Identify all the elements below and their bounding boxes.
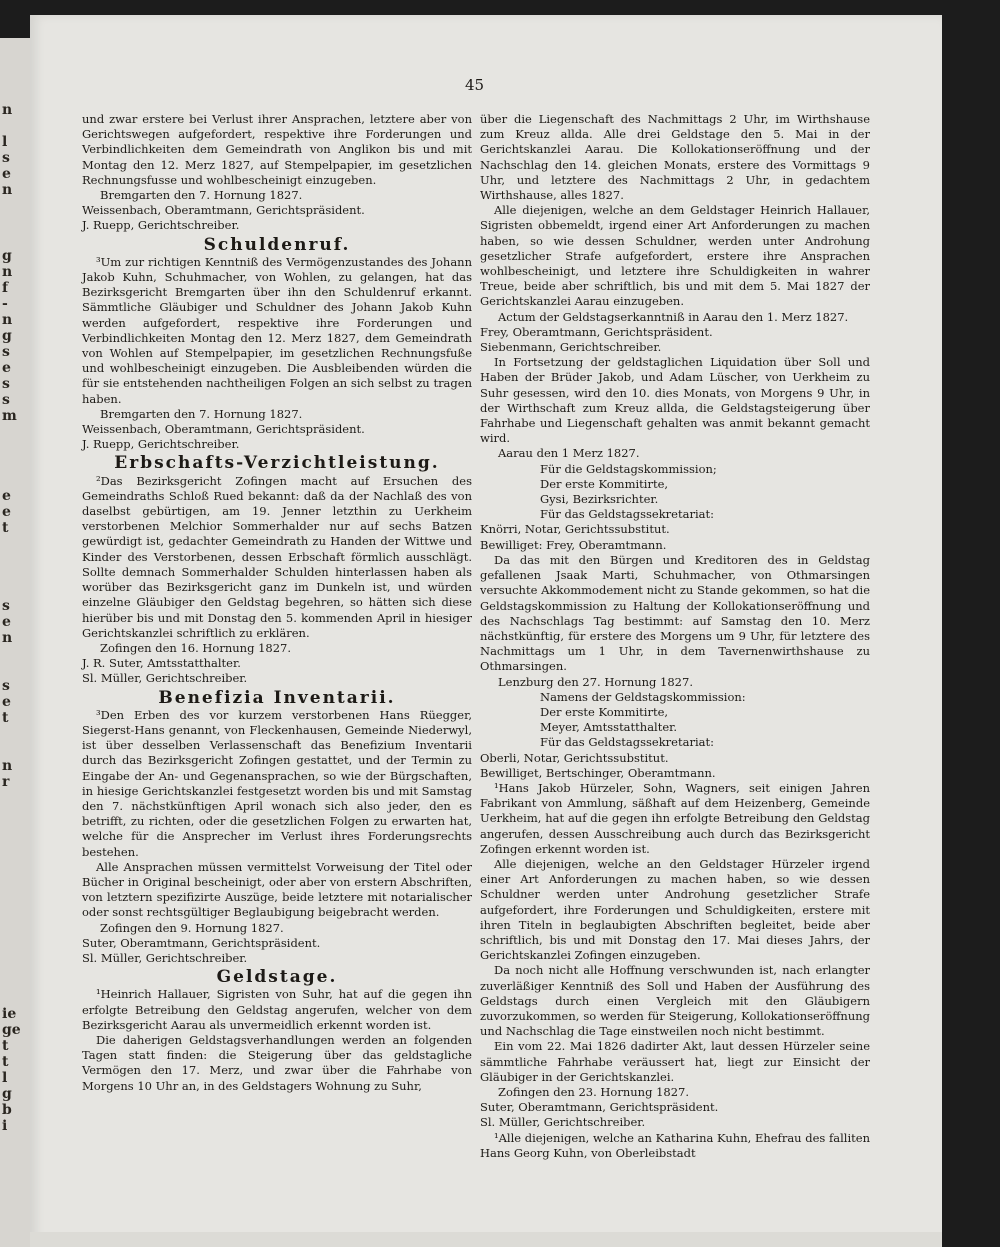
notice-signature: Suter, Oberamtmann, Gerichtspräsident. xyxy=(82,935,321,950)
prev-fragment: g xyxy=(2,248,12,264)
notice-signature: Gysi, Bezirksrichter. xyxy=(540,492,659,507)
notice-signature: Der erste Kommitirte, xyxy=(540,704,669,719)
prev-fragment: e xyxy=(2,694,11,710)
notice-paragraph: ¹Heinrich Hallauer, Sigristen von Suhr, hat auf die gegen ihn erfolgte Betreibung den Geldstag angerufen, welcher von dem Bezirksgericht Aarau als unvermeidlich erkennt worden ist. xyxy=(82,987,472,1032)
notice-paragraph: Ein vom 22. Mai 1826 dadirter Akt, laut dessen Hürzeler seine sämmtliche Fahrhabe veräussert hat, liegt zur Einsicht der Gläubiger in der Gerichtskanzlei. xyxy=(480,1039,870,1084)
prev-fragment: s xyxy=(2,678,10,694)
notice-signature: J. R. Suter, Amtsstatthalter. xyxy=(82,656,241,671)
prev-fragment: e xyxy=(2,166,11,182)
notice-signature: Frey, Oberamtmann, Gerichtspräsident. xyxy=(480,324,713,339)
notice-signature: Siebenmann, Gerichtschreiber. xyxy=(480,340,662,355)
notice-signature: Für die Geldstagskommission; xyxy=(540,461,717,476)
notice-paragraph: und zwar erstere bei Verlust ihrer Ansprachen, letztere aber von Gerichtswegen aufgefordert, respektive ihre Forderungen und Verbindlichkeiten dem Gemeindrath von Anglikon bis und mit Montag den 12. Merz 1827, auf Stempelpapier, im gesetzlichen Rechnungsfusse und wohlbescheinigt einzugeben. xyxy=(82,112,472,187)
notice-date: Actum der Geldstagserkanntniß in Aarau den 1. Merz 1827. xyxy=(498,309,849,324)
prev-fragment: g xyxy=(2,328,12,344)
prev-fragment: s xyxy=(2,392,10,408)
notice-paragraph: ³Um zur richtigen Kenntniß des Vermögenzustandes des Johann Jakob Kuhn, Schuhmacher, von Wohlen, zu gelangen, hat das Bezirksgericht Bremgarten über ihn den Schuldenruf erkannt. Sämmtliche Gläubiger und Schuldner des Johann Jakob Kuhn werden aufgefordert, respektive ihre Forderungen und Verbindlichkeiten Montag den 12. Merz 1827, dem Gemeindrath von Wohlen auf Stempelpapier, im gesetzlichen Rechnungsfuße und wohlbescheinigt einzugeben. Die Ausbleibenden würden die für sie entstehenden nachtheiligen Folgen an sich selbst zu tragen haben. xyxy=(82,254,472,406)
prev-fragment: f xyxy=(2,280,9,296)
prev-fragment: n xyxy=(2,182,13,198)
notice-signature: Namens der Geldstagskommission: xyxy=(540,689,746,704)
right-column xyxy=(480,112,870,1161)
notice-date: Bremgarten den 7. Hornung 1827. xyxy=(100,188,303,203)
notice-paragraph: ¹Alle diejenigen, welche an Katharina Kuhn, Ehefrau des falliten Hans Georg Kuhn, von Oberleibstadt xyxy=(480,1130,870,1160)
notice-signature: Für das Geldstagssekretariat: xyxy=(540,507,714,522)
notice-paragraph: In Fortsetzung der geldstaglichen Liquidation über Soll und Haben der Brüder Jakob, und Adam Lüscher, von Uerkheim zu Suhr gesessen, wird den 10. dies Monats, von Morgens 9 Uhr, in der Wirthschaft zum Kreuz allda, die Geldstagsteigerung über Fahrhabe und Liegenschaft gehalten was anmit bekannt gemacht wird. xyxy=(480,355,870,446)
prev-fragment: t xyxy=(2,520,9,536)
prev-fragment: e xyxy=(2,614,11,630)
left-column xyxy=(82,112,472,1094)
notice-paragraph: ¹Hans Jakob Hürzeler, Sohn, Wagners, seit einigen Jahren Fabrikant von Ammlung, säßhaft auf dem Heizenberg, Gemeinde Uerkheim, hat auf die gegen ihn erfolgte Betreibung den Geldstag angerufen, dessen Ausschreibung auch durch das Bezirksgericht Zofingen erkennt worden ist. xyxy=(480,780,870,856)
prev-fragment: t xyxy=(2,1054,9,1070)
notice-paragraph: Alle diejenigen, welche an dem Geldstager Heinrich Hallauer, Sigristen obbemeldt, irgend einer Art Anforderungen zu machen haben, so wie dessen Schuldner, werden unter Androhung gesetzlicher Strafe aufgefordert, erstere ihre Ansprachen wohlbescheinigt, und letztere ihre Schuldigkeiten in wahrer Treue, beide aber schriftlich, bis und mit dem 5. Mai 1827 der Gerichtskanzlei Aarau einzugeben. xyxy=(480,203,870,309)
notice-date: Zofingen den 16. Hornung 1827. xyxy=(100,640,292,655)
notice-date: Aarau den 1 Merz 1827. xyxy=(498,446,640,461)
notice-paragraph: über die Liegenschaft des Nachmittags 2 Uhr, im Wirthshause zum Kreuz allda. Alle drei Geldstage den 5. Mai in der Gerichtskanzlei Aarau. Die Kollokationseröffnung und der Nachschlag den 14. gleichen Monats, erstere des Vormittags 9 Uhr, und letztere des Nachmittags 2 Uhr, in gedachtem Wirthshause, alles 1827. xyxy=(480,112,870,203)
notice-paragraph: ³Den Erben des vor kurzem verstorbenen Hans Rüegger, Siegerst-Hans genannt, von Fleckenhausen, Gemeinde Niederwyl, ist über desselben Verlassenschaft das Benefizium Inventarii durch das Bezirksgericht Zofingen gestattet, und der Termin zu Eingabe der An- und Gegenansprachen, so wie der Bürgschaften, in hiesige Gerichtskanzlei festgesetzt worden bis und mit Samstag den 7. nächstkünftigen April wonach sich also jeder, den es betrifft, zu richten, oder die gesetzlichen Folgen zu erwarten hat, welche für die Ansprecher im Verlust ihres Forderungsrechts bestehen. xyxy=(82,707,472,859)
notice-signature: Weissenbach, Oberamtmann, Gerichtspräsident. xyxy=(82,203,365,218)
notice-signature: J. Ruepp, Gerichtschreiber. xyxy=(82,437,240,452)
prev-fragment: l xyxy=(2,134,8,150)
prev-fragment: g xyxy=(2,1086,12,1102)
prev-fragment: n xyxy=(2,630,13,646)
notice-signature: Der erste Kommitirte, xyxy=(540,476,669,491)
prev-fragment: e xyxy=(2,504,11,520)
prev-fragment: s xyxy=(2,150,10,166)
prev-fragment: s xyxy=(2,598,10,614)
page-number: 45 xyxy=(465,76,485,94)
notice-paragraph: ²Das Bezirksgericht Zofingen macht auf Ersuchen des Gemeindraths Schloß Rued bekannt: daß da der Nachlaß des von daselbst gebürtigen, am 19. Jenner letzthin zu Uerkheim verstorbenen Melchior Sommerhalder nur auf sechs Batzen gewürdigt ist, gedachter Gemeindrath zu Handen der Wittwe und Kinder des Verstorbenen, dessen Erbschaft förmlich ausschlägt. Sollte demnach Sommerhalder Schulden hinterlassen haben als worüber das Bezirksgericht ganz im Dunkeln ist, und würden einzelne Gläubiger den Geldstag begehren, so hätten sich diese hierüber bis und mit Donstag den 5. kommenden April in hiesiger Gerichtskanzlei schriftlich zu erklären. xyxy=(82,473,472,640)
prev-fragment: - xyxy=(2,296,8,312)
notice-paragraph: Alle diejenigen, welche an den Geldstager Hürzeler irgend einer Art Anforderungen zu machen haben, so wie dessen Schuldner werden unter Androhung gesetzlicher Strafe aufgefordert, ihre Forderungen und Schuldigkeiten, erstere mit ihren Titeln in beglaubigten Abschriften begleitet, beide aber schriftlich, bis und mit Donstag den 17. Mai dieses Jahrs, der Gerichtskanzlei Zofingen einzugeben. xyxy=(480,856,870,963)
section-heading-erbschaft: Erbschafts-Verzichtleistung. xyxy=(114,453,440,474)
notice-paragraph: Alle Ansprachen müssen vermittelst Vorweisung der Titel oder Bücher in Original bescheinigt, oder aber von erstern Abschriften, von letztern spezifizirte Auszüge, beide letztere mit notarialischer oder sonst rechtsgültiger Beglaubigung beigebracht werden. xyxy=(82,859,472,920)
prev-fragment: s xyxy=(2,344,10,360)
page-bottom-edge xyxy=(30,1232,942,1247)
notice-signature: Knörri, Notar, Gerichtssubstitut. xyxy=(480,522,670,537)
notice-signature: Weissenbach, Oberamtmann, Gerichtspräsident. xyxy=(82,422,365,437)
notice-signature: Suter, Oberamtmann, Gerichtspräsident. xyxy=(480,1100,719,1115)
notice-date: Zofingen den 23. Hornung 1827. xyxy=(498,1085,690,1099)
prev-fragment: m xyxy=(2,408,17,424)
prev-fragment: r xyxy=(2,774,10,790)
prev-fragment: i xyxy=(2,1118,8,1134)
prev-fragment: n xyxy=(2,102,13,118)
prev-fragment: s xyxy=(2,376,10,392)
notice-signature: Sl. Müller, Gerichtschreiber. xyxy=(82,950,248,965)
notice-date: Zofingen den 9. Hornung 1827. xyxy=(100,920,284,935)
prev-fragment: n xyxy=(2,758,13,774)
notice-signature: J. Ruepp, Gerichtschreiber. xyxy=(82,218,240,233)
prev-fragment: t xyxy=(2,1038,9,1054)
prev-fragment: e xyxy=(2,360,11,376)
notice-signature: Sl. Müller, Gerichtschreiber. xyxy=(82,671,248,686)
notice-date: Lenzburg den 27. Hornung 1827. xyxy=(498,674,693,689)
prev-fragment: e xyxy=(2,488,11,504)
notice-paragraph: Da das mit den Bürgen und Kreditoren des in Geldstag gefallenen Jsaak Marti, Schuhmacher, von Othmarsingen versuchte Akkommodement nicht zu Stande gekommen, so hat die Geldstagskommission zu Haltung der Kollokationseröffnung und des Nachschlags Tag bestimmt: auf Samstag den 10. Merz nächstkünftig, für erstere des Morgens um 9 Uhr, für letztere des Nachmittags um 1 Uhr, in dem Tavernenwirthshause zu Othmarsingen. xyxy=(480,552,870,674)
newspaper-page xyxy=(30,15,942,1247)
prev-fragment: ge xyxy=(2,1022,21,1038)
section-heading-geldstage: Geldstage. xyxy=(216,967,338,988)
notice-signature: Meyer, Amtsstatthalter. xyxy=(540,720,678,735)
section-heading-schuldenruf: Schuldenruf. xyxy=(203,234,351,255)
notice-signature: Sl. Müller, Gerichtschreiber. xyxy=(480,1115,646,1130)
prev-fragment: n xyxy=(2,312,13,328)
notice-signature: Für das Geldstagssekretariat: xyxy=(540,735,714,750)
prev-fragment: l xyxy=(2,1070,8,1086)
notice-approval: Bewilliget, Bertschinger, Oberamtmann. xyxy=(480,765,716,780)
prev-fragment: n xyxy=(2,264,13,280)
notice-date: Bremgarten den 7. Hornung 1827. xyxy=(100,406,303,421)
notice-paragraph: Die daherigen Geldstagsverhandlungen werden an folgenden Tagen statt finden: die Steigerung über das geldstagliche Vermögen den 17. Merz, und zwar über die Fahrhabe von Morgens 10 Uhr an, in des Geldstagers Wohnung zu Suhr, xyxy=(82,1032,472,1093)
section-heading-benefizia: Benefizia Inventarii. xyxy=(158,687,396,708)
prev-fragment: b xyxy=(2,1102,12,1118)
prev-fragment: ie xyxy=(2,1006,17,1022)
notice-approval: Bewilliget: Frey, Oberamtmann. xyxy=(480,537,667,552)
notice-paragraph: Da noch nicht alle Hoffnung verschwunden ist, nach erlangter zuverläßiger Kenntniß des Soll und Haben der Ausführung des Geldstags durch einen Vergleich mit den Gläubigern zuvorzukommen, so werden für Steigerung, Kollokationseröffnung und Nachschlag die Tage einstweilen noch nicht bestimmt. xyxy=(480,963,870,1039)
notice-signature: Oberli, Notar, Gerichtssubstitut. xyxy=(480,750,669,765)
prev-fragment: t xyxy=(2,710,9,726)
